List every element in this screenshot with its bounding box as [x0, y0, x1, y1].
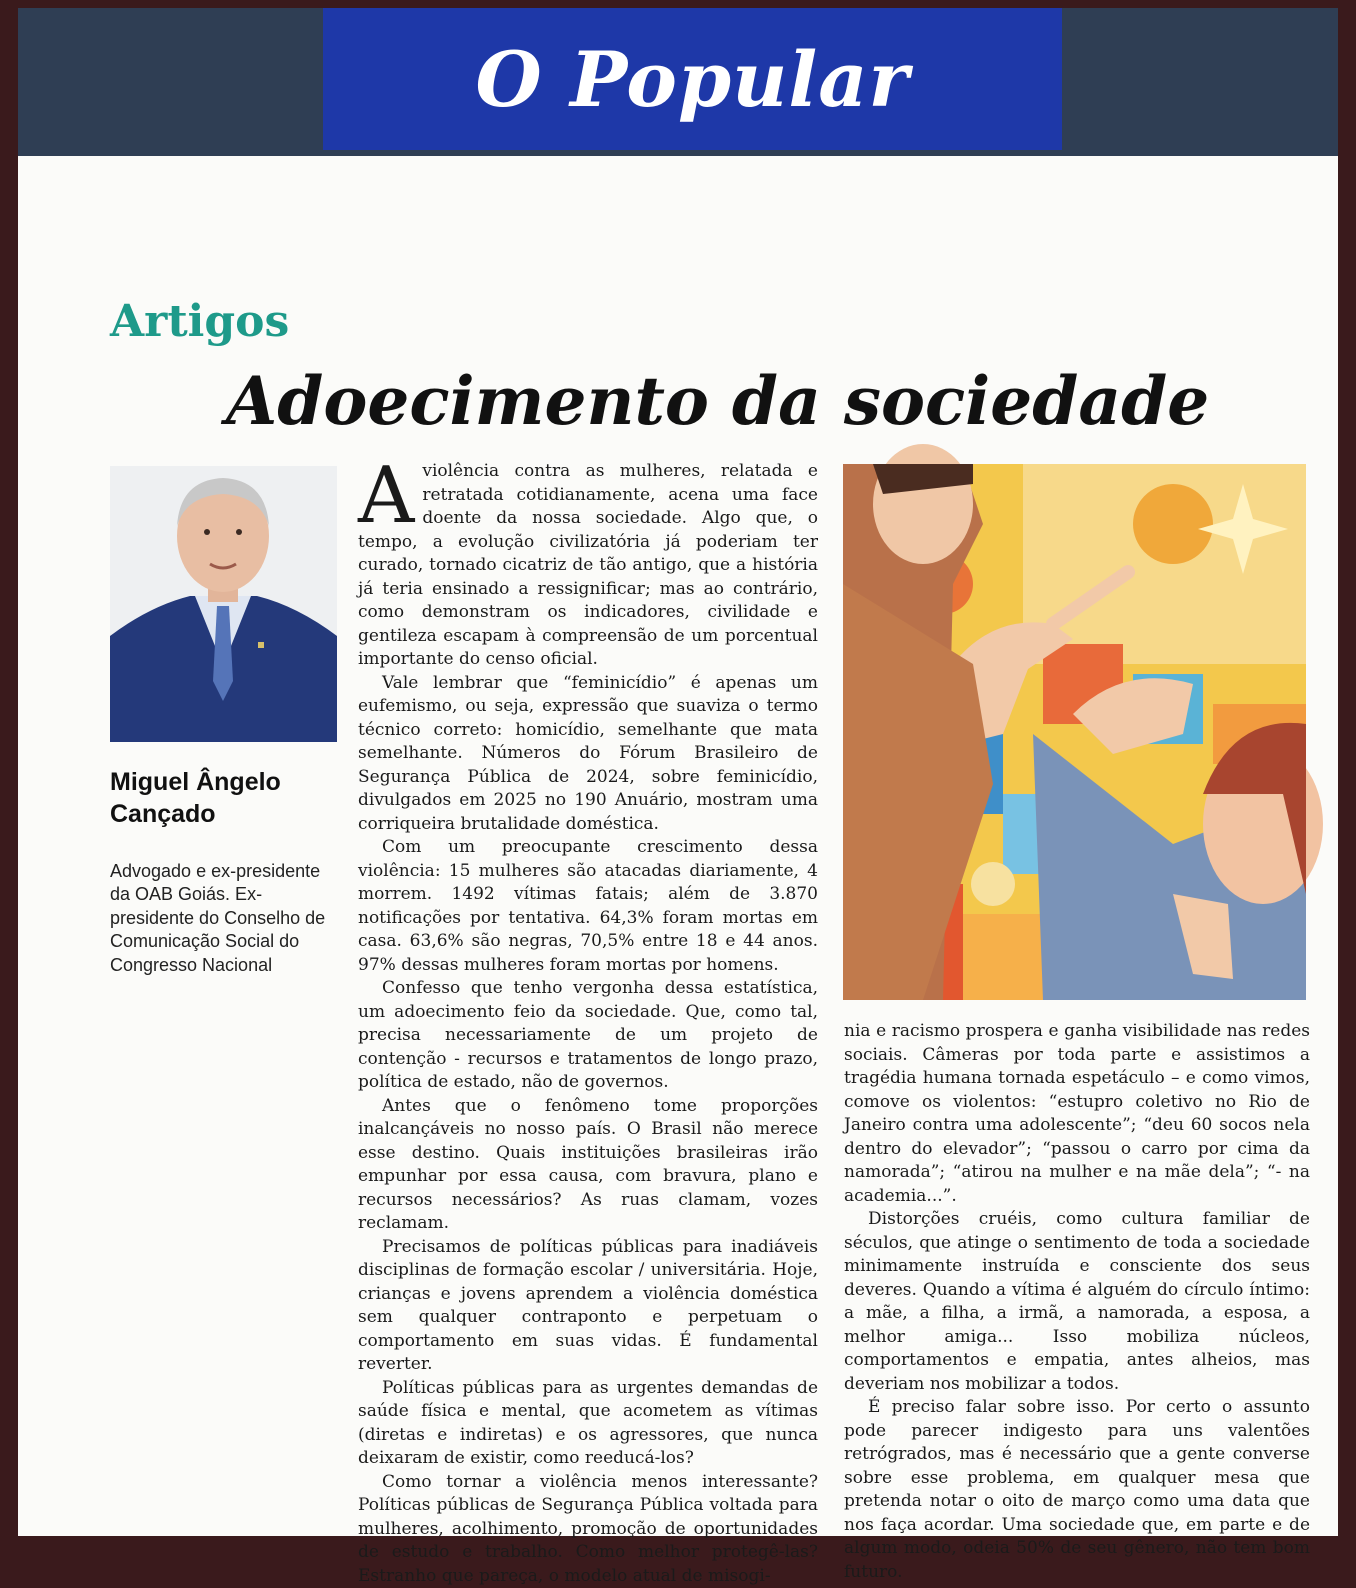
article-paragraph: Vale lembrar que “feminicídio” é apenas um eufemismo, ou seja, expressão que suaviza o termo técnico correto: homicídio, semelhante que mata semelhante. Números do Fórum Brasileiro de Segurança Pública de 2024, sobre feminicídio, divulgados em 2025 no 190 Anuário, mostram uma corriqueira brutalidade doméstica.: [358, 672, 818, 837]
article-paragraph: É preciso falar sobre isso. Por certo o assunto pode parecer indigesto para uns valentões retrógrados, mas é necessário que a gente converse sobre esse problema, em qualquer mesa que pretenda notar o oito de março como uma data que nos faça acordar. Uma sociedade que, em parte e de algum modo, odeia 50% de seu gênero, não tem bom futuro.: [844, 1396, 1310, 1584]
article-paragraph: Como tornar a violência menos interessante? Políticas públicas de Segurança Pública voltada para mulheres, acolhimento, promoção de oportunidades de estudo e trabalho. Como melhor protegê-las? Estranho que pareça, o modelo atual de misogi-: [358, 1471, 818, 1588]
masthead-logo[interactable]: [323, 8, 1062, 150]
author-portrait-image: [110, 466, 337, 742]
article-headline: Adoecimento da sociedade: [226, 362, 1209, 440]
illustration-artwork: [843, 464, 1306, 1000]
logo-text: O Popular: [475, 35, 909, 124]
article-paragraph: Aviolência contra as mulheres, relatada e retratada cotidianamente, acena uma face doente da nossa sociedade. Algo que, o tempo, a evolução civilizatória já poderiam ter curado, tornado cicatriz de tão antigo, que a história já teria ensinado a ressignificar; mas ao contrário, como demonstram os indicadores, civilidade e gentileza escapam à compreensão de um porcentual importante do censo oficial.: [358, 460, 818, 672]
article-illustration: [843, 464, 1306, 1000]
article-paragraph: nia e racismo prospera e ganha visibilidade nas redes sociais. Câmeras por toda parte e assistimos a tragédia humana tornada espetáculo – e como vimos, comove os violentos: “estupro coletivo no Rio de Janeiro contra uma adolescente”; “deu 60 socos nela dentro do elevador”; “passou o carro por cima da namorada”; “atirou na mulher e na mãe dela”; “- na academia...”.: [844, 1020, 1310, 1208]
drop-cap: A: [358, 460, 422, 528]
article-paragraph: Antes que o fenômeno tome proporções inalcançáveis no nosso país. O Brasil não merece esse destino. Quais instituições brasileiras irão empunhar por essa causa, com bravura, plano e recursos necessários? As ruas clamam, vozes reclamam.: [358, 1095, 818, 1236]
author-name: Miguel Ângelo Cançado: [110, 766, 340, 830]
author-bio: Advogado e ex-presidente da OAB Goiás. Ex-presidente do Conselho de Comunicação Social do Congresso Nacional: [110, 860, 330, 977]
article-paragraph: Políticas públicas para as urgentes demandas de saúde física e mental, que acometem as vítimas (diretas e indiretas) e os agressores, que nunca deixaram de existir, como reeducá-los?: [358, 1377, 818, 1471]
author-photo: [110, 466, 337, 742]
article-paragraph: Distorções cruéis, como cultura familiar de séculos, que atinge o sentimento de toda a sociedade minimamente instruída e consciente dos seus deveres. Quando a vítima é alguém do círculo íntimo: a mãe, a filha, a irmã, a namorada, a esposa, a melhor amiga... Isso mobiliza núcleos, comportamentos e empatia, antes alheios, mas deveriam nos mobilizar a todos.: [844, 1208, 1310, 1396]
section-label: Artigos: [110, 296, 289, 347]
article-paragraph: Confesso que tenho vergonha dessa estatística, um adoecimento feio da sociedade. Que, como tal, precisa necessariamente de um projeto de contenção - recursos e tratamentos de longo prazo, política de estado, não de governos.: [358, 977, 818, 1095]
article-paragraph: Com um preocupante crescimento dessa violência: 15 mulheres são atacadas diariamente, 4 morrem. 1492 vítimas fatais; além de 3.870 notificações por tentativa. 64,3% foram mortas em casa. 63,6% são negras, 70,5% entre 18 e 44 anos. 97% dessas mulheres foram mortas por homens.: [358, 836, 818, 977]
article-column-2: [844, 1020, 1310, 1536]
article-column-1: [358, 460, 818, 1536]
article-paragraph: Precisamos de políticas públicas para inadiáveis disciplinas de formação escolar / universitária. Hoje, crianças e jovens aprendem a violência doméstica sem qualquer contraponto e perpetuam o comportamento em suas vidas. É fundamental reverter.: [358, 1236, 818, 1377]
